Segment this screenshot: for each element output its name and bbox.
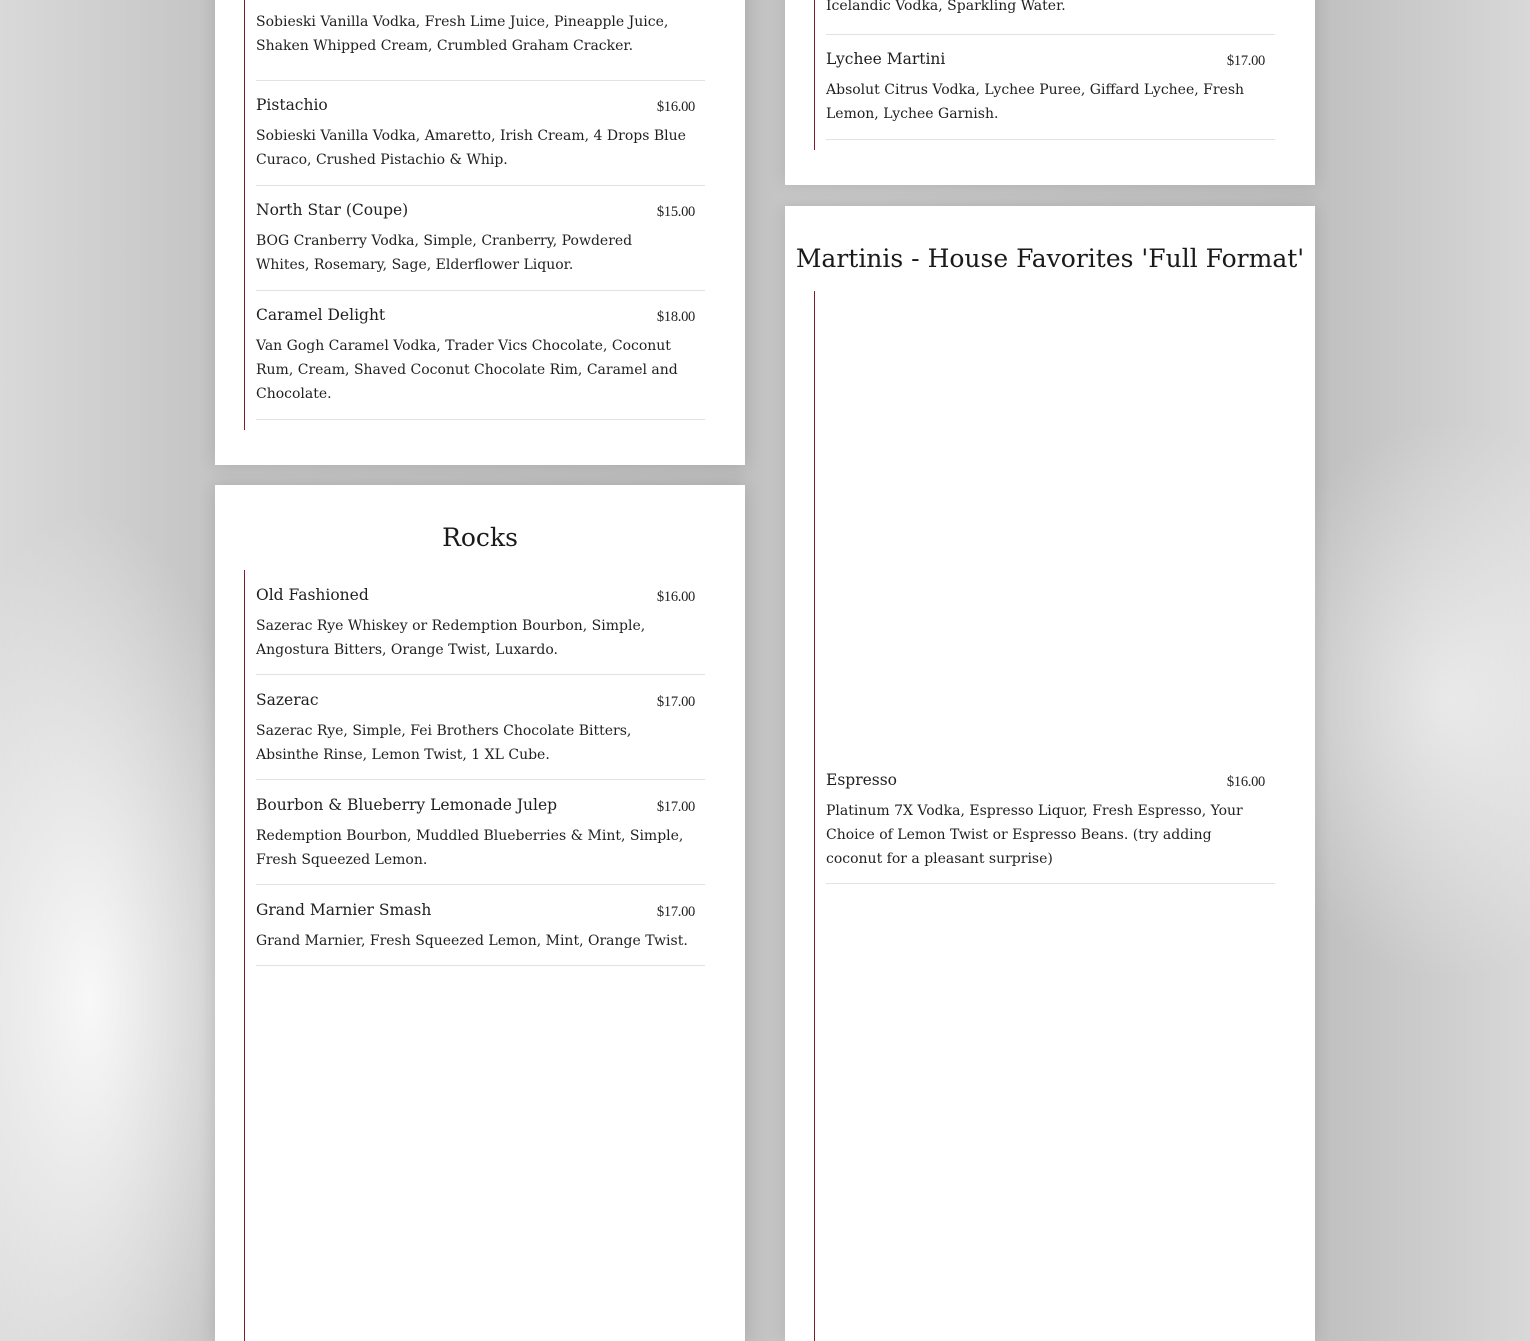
menu-item bbox=[826, 771, 1275, 884]
section-title: Martinis - House Favorites 'Full Format' bbox=[795, 244, 1305, 273]
item-name: Espresso bbox=[826, 771, 898, 789]
item-price: $17.00 bbox=[656, 694, 695, 710]
menu-panel-right-top bbox=[785, 0, 1315, 185]
item-description: Icelandic Vodka, Sparkling Water. bbox=[826, 0, 1066, 14]
menu-item bbox=[256, 586, 705, 675]
item-name: Pistachio bbox=[256, 96, 328, 114]
item-description: Sazerac Rye Whiskey or Redemption Bourbon, Simple, Angostura Bitters, Orange Twist, Luxardo. bbox=[256, 618, 646, 658]
item-price: $17.00 bbox=[656, 799, 695, 815]
item-name: Old Fashioned bbox=[256, 586, 369, 604]
item-description: Sazerac Rye, Simple, Fei Brothers Chocolate Bitters, Absinthe Rinse, Lemon Twist, 1 XL Cube. bbox=[256, 723, 632, 763]
item-price: $18.00 bbox=[656, 309, 695, 325]
item-price: $17.00 bbox=[1226, 53, 1265, 69]
item-description: Redemption Bourbon, Muddled Blueberries & Mint, Simple, Fresh Squeezed Lemon. bbox=[256, 828, 684, 868]
section-title: Rocks bbox=[442, 523, 518, 552]
accent-rule bbox=[244, 570, 245, 1341]
item-price: $15.00 bbox=[656, 204, 695, 220]
item-price: $16.00 bbox=[656, 589, 695, 605]
item-price: $17.00 bbox=[656, 904, 695, 920]
item-description: BOG Cranberry Vodka, Simple, Cranberry, Powdered Whites, Rosemary, Sage, Elderflower Liquor. bbox=[256, 233, 633, 273]
item-name: Bourbon & Blueberry Lemonade Julep bbox=[256, 796, 558, 814]
item-description: Van Gogh Caramel Vodka, Trader Vics Chocolate, Coconut Rum, Cream, Shaved Coconut Chocolate Rim, Caramel and Chocolate. bbox=[256, 338, 678, 402]
menu-panel-rocks bbox=[215, 485, 745, 1341]
item-description: Sobieski Vanilla Vodka, Fresh Lime Juice, Pineapple Juice, Shaken Whipped Cream, Crumbled Graham Cracker. bbox=[256, 14, 669, 54]
item-name: Lychee Martini bbox=[826, 50, 946, 68]
item-description: Platinum 7X Vodka, Espresso Liquor, Fresh Espresso, Your Choice of Lemon Twist or Espresso Beans. (try adding coconut for a pleasant surprise) bbox=[826, 803, 1243, 867]
item-description: Grand Marnier, Fresh Squeezed Lemon, Mint, Orange Twist. bbox=[256, 933, 688, 949]
item-description: Sobieski Vanilla Vodka, Amaretto, Irish Cream, 4 Drops Blue Curaco, Crushed Pistachio & Whip. bbox=[256, 128, 686, 168]
menu-item bbox=[256, 796, 705, 885]
menu-item bbox=[256, 691, 705, 780]
item-price: $16.00 bbox=[1226, 774, 1265, 790]
item-name: North Star (Coupe) bbox=[256, 201, 409, 219]
item-price bbox=[657, 0, 695, 2]
menu-item bbox=[256, 96, 705, 186]
accent-rule bbox=[814, 291, 815, 1341]
item-price: $16.00 bbox=[656, 99, 695, 115]
menu-item bbox=[256, 201, 705, 291]
menu-item bbox=[256, 0, 705, 81]
menu-item bbox=[826, 50, 1275, 140]
menu-item bbox=[256, 306, 705, 420]
item-name: Sazerac bbox=[256, 691, 319, 709]
accent-rule bbox=[244, 0, 245, 430]
menu-item bbox=[256, 901, 705, 966]
item-name: Caramel Delight bbox=[256, 306, 386, 324]
menu-panel-martinis bbox=[785, 206, 1315, 1341]
accent-rule bbox=[814, 0, 815, 150]
menu-panel-left-top bbox=[215, 0, 745, 465]
menu-item-partial bbox=[826, 0, 1275, 35]
item-description: Absolut Citrus Vodka, Lychee Puree, Giffard Lychee, Fresh Lemon, Lychee Garnish. bbox=[826, 82, 1245, 122]
item-name: Grand Marnier Smash bbox=[256, 901, 432, 919]
